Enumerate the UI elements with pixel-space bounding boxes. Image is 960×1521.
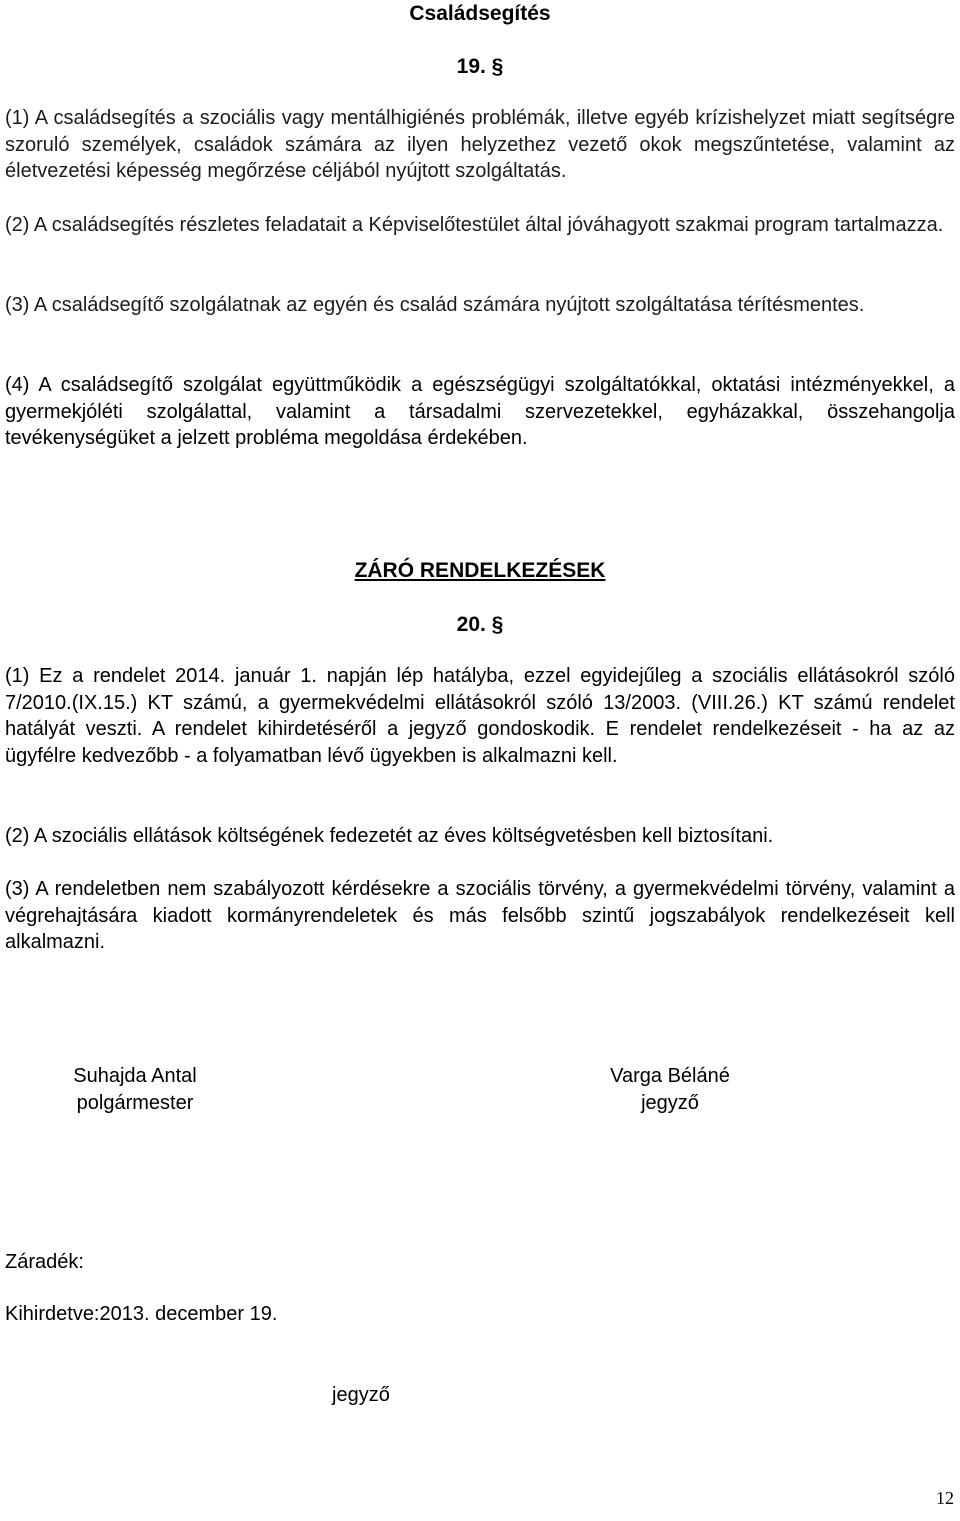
paragraph-4: (4) A családsegítő szolgálat együttműködik a egészségügyi szolgáltatókkal, oktatási intézményekkel, a gyermekjóléti szolgálattal, valamint a társadalmi szervezetekkel, egyházakkal, összehangolja tevékenységüket a jelzett probléma megoldása érdekében. bbox=[5, 374, 955, 449]
closing-paragraph-2: (2) A szociális ellátások költségének fedezetét az éves költségvetésben kell biztosítani. bbox=[5, 825, 774, 847]
section-heading: Családsegítés bbox=[409, 2, 551, 25]
clause-label: Záradék: bbox=[5, 1251, 84, 1273]
article-number-20: 20. § bbox=[456, 613, 504, 636]
paragraph-3: (3) A családsegítő szolgálatnak az egyén és család számára nyújtott szolgáltatása térítésmentes. bbox=[5, 294, 865, 316]
closing-paragraph-3: (3) A rendeletben nem szabályozott kérdésekre a szociális törvény, a gyermekvédelmi törvény, valamint a végrehajtására kiadott kormányrendeletek és más felsőbb szintű jogszabályok rendelkezéseit kell alkalmazni. bbox=[5, 878, 955, 953]
clause-signer-role: jegyző bbox=[332, 1384, 390, 1406]
notary-name: Varga Béláné bbox=[610, 1065, 730, 1087]
mayor-name: Suhajda Antal bbox=[73, 1065, 197, 1087]
closing-provisions-title: ZÁRÓ RENDELKEZÉSEK bbox=[354, 559, 606, 582]
article-number: 19. § bbox=[456, 55, 504, 78]
paragraph-1: (1) A családsegítés a szociális vagy mentálhigiénés problémák, illetve egyéb krízishelyzet miatt segítségre szoruló személyek, családok számára az ilyen helyzethez vezető okok megszűntetése, valamint az életvezetési képesség megőrzése céljából nyújtott szolgáltatás. bbox=[5, 107, 955, 182]
signature-notary bbox=[565, 1063, 775, 1116]
closing-paragraph-1: (1) Ez a rendelet 2014. január 1. napján lép hatályba, ezzel egyidejűleg a szociális ellátásokról szóló 7/2010.(IX.15.) KT számú, a gyermekvédelmi ellátásokról szóló 13/2003. (VIII.26.) KT számú rendelet hatályát veszti. A rendelet kihirdetéséről a jegyző gondoskodik. E rendelet rendelkezéseit - ha az az ügyfélre kedvezőbb - a folyamatban lévő ügyekben is alkalmazni kell. bbox=[5, 665, 955, 767]
notary-title: jegyző bbox=[641, 1091, 699, 1114]
publication-date: Kihirdetve:2013. december 19. bbox=[5, 1303, 278, 1325]
signature-mayor bbox=[30, 1063, 240, 1116]
mayor-title: polgármester bbox=[76, 1091, 194, 1114]
page-number: 12 bbox=[936, 1488, 954, 1508]
paragraph-2: (2) A családsegítés részletes feladatait a Képviselőtestület által jóváhagyott szakmai program tartalmazza. bbox=[5, 214, 944, 236]
